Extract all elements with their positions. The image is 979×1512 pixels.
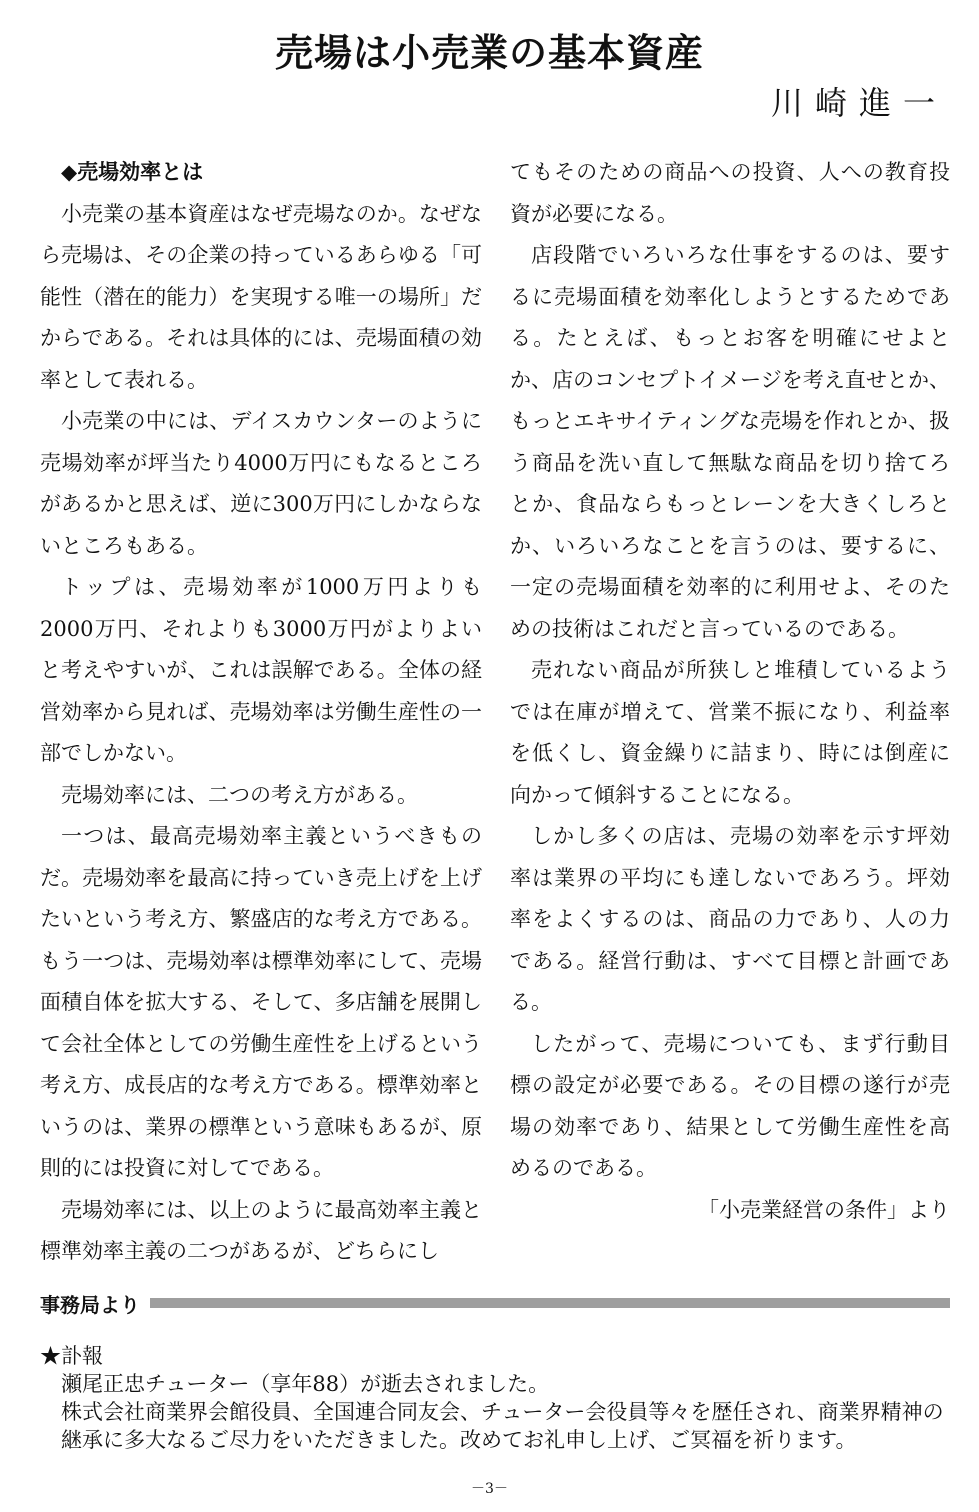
paragraph: 小売業の中には、デイスカウンターのように売場効率が坪当たり4000万円にもなるところがあるかと思えば、逆に300万円にしかならないところもある。 xyxy=(40,409,482,558)
left-column xyxy=(40,152,482,1273)
paragraph: 売場効率には、以上のように最高効率主義と標準効率主義の二つがあるが、どちらにし xyxy=(40,1197,482,1263)
notice-line: 株式会社商業界会館役員、全国連合同友会、チューター会役員等々を歴任され、商業界精神の継承に多大なるご尽力をいただきました。改めてお礼申し上げ、ご冥福を祈ります。 xyxy=(61,1400,944,1452)
paragraph: 店段階でいろいろな仕事をするのは、要するに売場面積を効率化しようとするためである。たとえば、もっとお客を明確にせよとか、店のコンセプトイメージを考え直せとか、もっとエキサイティングな売場を作れとか、扱う商品を洗い直して無駄な商品を切り捨てろとか、食品ならもっとレーンを大きくしろとか、いろいろなことを言うのは、要するに、一定の売場面積を効率的に利用せよ、そのための技術はこれだと言っているのである。 xyxy=(510,243,950,641)
author-name: 川崎進一 xyxy=(770,84,947,122)
article-title: 売場は小売業の基本資産 xyxy=(274,31,704,75)
office-section-label: 事務局より xyxy=(40,1292,140,1317)
paragraph: 一つは、最高売場効率主義というべきものだ。売場効率を最高に持っていき売上げを上げたいという考え方、繁盛店的な考え方である。もう一つは、売場効率は標準効率にして、売場面積自体を拡大する、そして、多店舗を展開して会社全体としての労働生産性を上げるという考え方、成長店的な考え方である。標準効率というのは、業界の標準という意味もあるが、原則的には投資に対してである。 xyxy=(40,824,482,1180)
paragraph: 売場効率には、二つの考え方がある。 xyxy=(61,782,418,807)
obituary-notice xyxy=(40,1342,950,1454)
paragraph: 小売業の基本資産はなぜ売場なのか。なぜなら売場は、その企業の持っているあらゆる「可能性（潜在的能力）を実現する唯一の場所」だからである。それは具体的には、売場面積の効率として表れる。 xyxy=(40,201,482,392)
paragraph: したがって、売場についても、まず行動目標の設定が必要である。その目標の遂行が売場の効率であり、結果として労働生産性を高めるのである。 xyxy=(510,1031,950,1180)
paragraph: 売れない商品が所狭しと堆積しているようでは在庫が増えて、営業不振になり、利益率を低くし、資金繰りに詰まり、時には倒産に向かって傾斜することになる。 xyxy=(510,658,950,807)
page-number: －3－ xyxy=(471,1481,508,1497)
notice-heading: ★訃報 xyxy=(40,1344,103,1368)
office-section-header xyxy=(40,1288,950,1318)
paragraph-continuation: てもそのための商品への投資、人への教育投資が必要になる。 xyxy=(510,160,950,226)
source-citation: 「小売業経営の条件」より xyxy=(698,1197,950,1222)
right-column xyxy=(510,152,950,1231)
paragraph: しかし多くの店は、売場の効率を示す坪効率は業界の平均にも達しないであろう。坪効率をよくするのは、商品の力であり、人の力である。経営行動は、すべて目標と計画である。 xyxy=(510,824,950,1014)
paragraph: トップは、売場効率が1000万円よりも2000万円、それよりも3000万円がよりよいと考えやすいが、これは誤解である。全体の経営効率から見れば、売場効率は労働生産性の一部でしかない。 xyxy=(40,575,482,765)
section-heading: ◆売場効率とは xyxy=(61,160,204,184)
notice-line: 瀬尾正忠チューター（享年88）が逝去されました。 xyxy=(61,1372,550,1396)
section-rule xyxy=(150,1298,950,1308)
